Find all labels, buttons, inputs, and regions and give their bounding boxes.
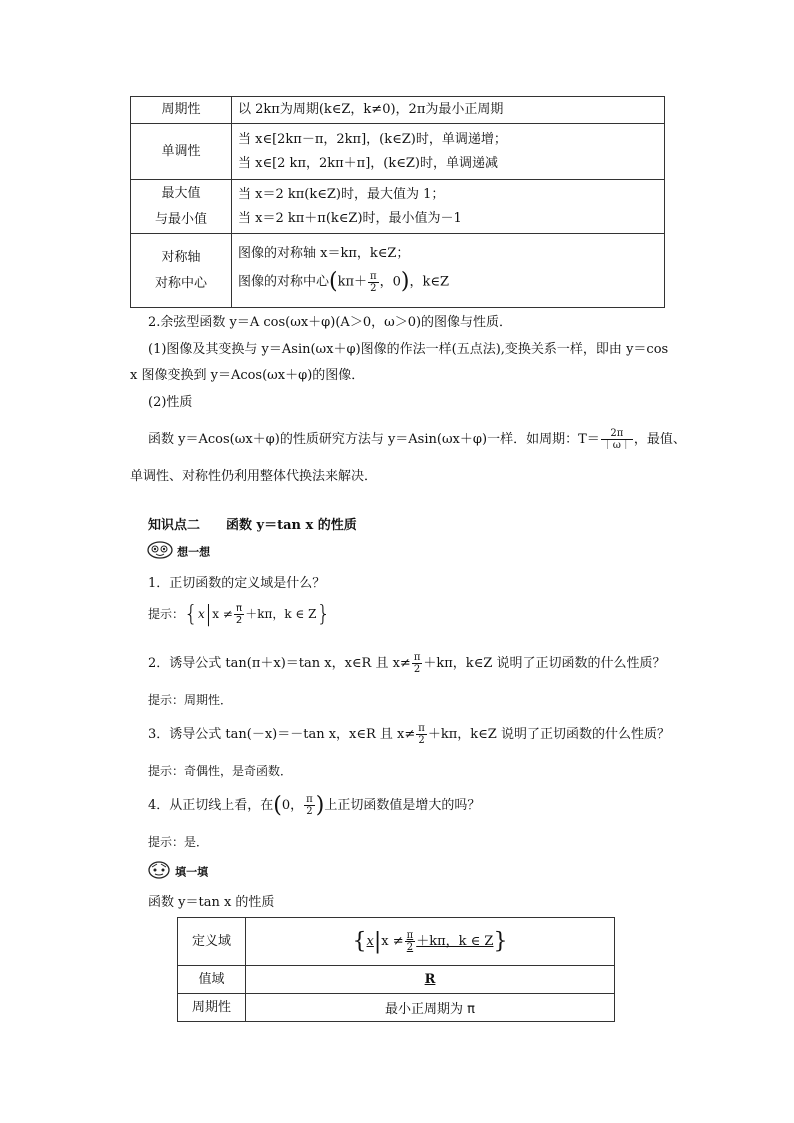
fraction-pi-over-2: $\frac{\pi}{2}$ — [370, 270, 377, 294]
tangent-properties-table — [177, 917, 615, 1022]
symmetry-center-text: 图像的对称中心(kπ＋ $\frac{\pi}{2}$ ，0)，k∈Z — [238, 269, 450, 295]
fraction-pi-over-2: $\frac{\pi}{2}$ — [418, 723, 425, 746]
fraction-pi-over-2: $\frac{\pi}{2}$ — [235, 603, 243, 626]
row-label-domain: 定义域 — [178, 918, 246, 966]
paragraph-period-line: 函数 y＝Acos(ωx＋φ)的性质研究方法与 y＝Asin(ωx＋φ)一样．如周期：T＝ $\frac{2\pi}{|\omega|}$ ，最值、 — [148, 428, 686, 451]
label-axis: 对称轴 — [161, 249, 201, 265]
answer-4: 提示：是． — [148, 835, 209, 849]
row-value-extrema — [232, 180, 665, 234]
answer-3: 提示：奇偶性，是奇函数． — [148, 764, 293, 778]
label-max: 最大值 — [161, 185, 201, 201]
row-value-period: 以 2kπ为周期(k∈Z，k≠0)，2π为最小正周期 — [232, 97, 665, 124]
row-label-symmetry — [131, 234, 232, 308]
row-label-extrema — [131, 180, 232, 234]
table-row — [131, 234, 665, 308]
min-text: 当 x＝2 kπ＋π(k∈Z)时，最小值为－1 — [238, 210, 462, 226]
answer-1: 提示：{x|x ≠ $\frac{\pi}{2}$ ＋kπ，k ∈ Z} — [148, 602, 331, 627]
max-text: 当 x＝2 kπ(k∈Z)时，最大值为 1； — [238, 186, 445, 202]
fraction-pi-over-2: $\frac{\pi}{2}$ — [413, 652, 421, 675]
row-value-monotonicity — [232, 124, 665, 180]
fraction-period: $\frac{2\pi}{|\omega|}$ — [602, 428, 631, 451]
symmetry-axis-text: 图像的对称轴 x＝kπ，k∈Z； — [238, 246, 410, 262]
table-row — [178, 918, 615, 966]
think-label: 想一想 — [177, 545, 211, 559]
fill-label: 填一填 — [175, 865, 209, 879]
section-title: 知识点二 函数 y＝tan x 的性质 — [148, 518, 357, 533]
fraction-pi-over-2: $\frac{\pi}{2}$ — [406, 930, 414, 953]
row-value-symmetry — [232, 234, 665, 308]
table-row — [131, 180, 665, 234]
paragraph-line: x 图像变换到 y＝Acos(ωx＋φ)的图像． — [130, 368, 365, 383]
section-heading-cosine: 2.余弦型函数 y＝A cos(ωx＋φ)(A＞0，ω＞0)的图像与性质． — [148, 315, 513, 330]
row-label-period: 周期性 — [131, 97, 232, 124]
question-1: 1．正切函数的定义域是什么？ — [148, 576, 326, 591]
monotonic-decrease-text: 当 x∈[2 kπ，2kπ＋π]，(k∈Z)时，单调递减 — [238, 155, 498, 171]
paragraph-line: (1)图像及其变换与 y＝Asin(ωx＋φ)图像的作法一样(五点法),变换关系一样，即由 y＝cos — [148, 342, 669, 357]
think-header — [147, 541, 210, 563]
fraction-pi-over-2: $\frac{\pi}{2}$ — [306, 794, 313, 817]
row-value-range: R — [246, 966, 615, 994]
fill-header — [147, 861, 208, 883]
label-center: 对称中心 — [154, 275, 207, 291]
label-min: 与最小值 — [154, 211, 207, 227]
table-row — [178, 966, 615, 994]
paragraph-line: 单调性、对称性仍利用整体代换法来解决． — [130, 469, 378, 484]
question-4: 4．从正切线上看，在(0， $\frac{\pi}{2}$ )上正切函数值是增大的吗？ — [148, 793, 481, 818]
monotonic-increase-text: 当 x∈[2kπ－π，2kπ]，(k∈Z)时，单调递增； — [238, 131, 507, 147]
table-row — [178, 994, 615, 1022]
row-value-period: 最小正周期为 π — [246, 994, 615, 1022]
question-3: 3．诱导公式 tan(－x)＝－tan x，x∈R 且 x≠ $\frac{\pi}{2}$ ＋kπ，k∈Z 说明了正切函数的什么性质？ — [148, 723, 670, 746]
table-row — [131, 124, 665, 180]
table-row — [131, 97, 665, 124]
cosine-properties-table — [130, 96, 665, 308]
row-label-period: 周期性 — [178, 994, 246, 1022]
question-2: 2．诱导公式 tan(π＋x)＝tan x，x∈R 且 x≠ $\frac{\pi}{2}$ ＋kπ，k∈Z 说明了正切函数的什么性质？ — [148, 652, 666, 675]
answer-2: 提示：周期性． — [148, 693, 233, 707]
think-cartoon-icon — [147, 541, 173, 563]
row-label-range: 值域 — [178, 966, 246, 994]
tan-intro: 函数 y＝tan x 的性质 — [148, 895, 275, 910]
fill-cartoon-icon — [147, 861, 171, 883]
paragraph-line: (2)性质 — [148, 395, 193, 410]
row-value-domain: {x|x ≠ $\frac{\pi}{2}$ ＋kπ，k ∈ Z} — [246, 918, 615, 966]
row-label-monotonicity: 单调性 — [131, 124, 232, 180]
